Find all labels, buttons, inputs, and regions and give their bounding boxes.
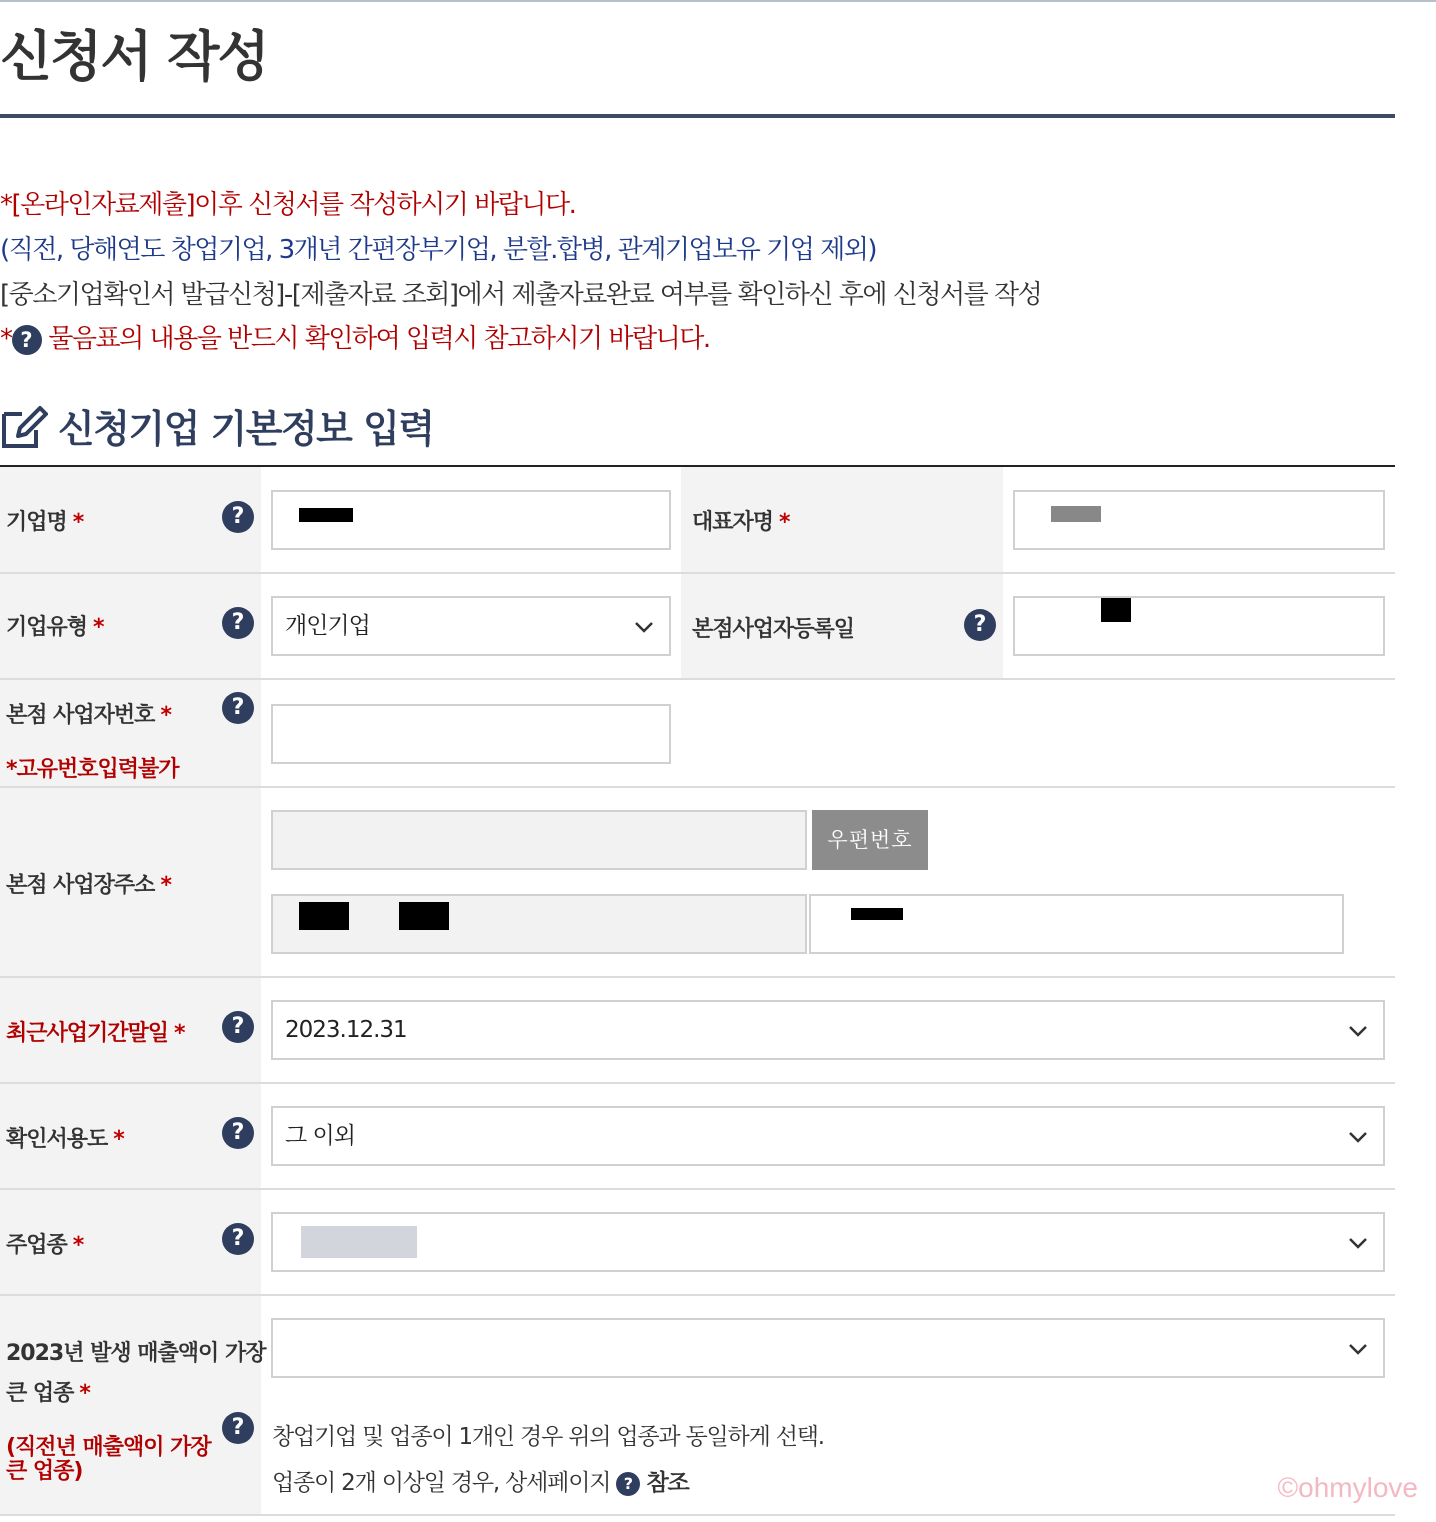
address-detail-input[interactable]: [809, 894, 1344, 954]
notice-line-1: *[온라인자료제출]이후 신청서를 작성하시기 바랍니다.: [0, 190, 576, 220]
help-icon[interactable]: ?: [222, 1117, 254, 1149]
redacted-text: [399, 902, 449, 930]
redacted-text: [299, 902, 349, 930]
help-icon[interactable]: ?: [964, 609, 996, 641]
purpose-label: 확인서용도 *: [6, 1127, 124, 1152]
recent-period-end-value: 2023.12.31: [285, 1017, 407, 1043]
section-title: 신청기업 기본정보 입력: [58, 407, 434, 451]
zip-code-button[interactable]: 우편번호: [812, 810, 928, 870]
help-icon[interactable]: ?: [222, 501, 254, 533]
main-industry-select[interactable]: [271, 1212, 1385, 1272]
recent-period-end-label: 최근사업기간말일 *: [6, 1021, 185, 1046]
hq-address-label: 본점 사업장주소 *: [6, 873, 171, 898]
hq-biz-number-label: 본점 사업자번호 *: [6, 703, 171, 728]
address-input[interactable]: [271, 894, 807, 954]
top-revenue-industry-note-line1: (직전년 매출액이 가장: [6, 1435, 211, 1460]
industry-hint-2-prefix: 업종이 2개 이상일 경우, 상세페이지: [272, 1470, 611, 1496]
form-row-hq-address: [0, 788, 1395, 978]
hq-biz-number-input[interactable]: [271, 704, 671, 764]
question-icon[interactable]: ?: [616, 1472, 640, 1496]
form-row-company-type: [0, 574, 1395, 680]
edit-icon: [0, 402, 48, 450]
notice-line-3: [중소기업확인서 발급신청]-[제출자료 조회]에서 제출자료완료 여부를 확인하신 후에 신청서를 작성: [0, 280, 1042, 310]
industry-hint-2-suffix: 참조: [646, 1470, 689, 1496]
main-industry-label: 주업종 *: [6, 1233, 84, 1258]
notice-line-4-text: 물음표의 내용을 반드시 확인하여 입력시 참고하시기 바랍니다.: [48, 324, 710, 354]
top-border: [0, 0, 1436, 2]
top-revenue-industry-label-line1: 2023년 발생 매출액이 가장: [6, 1341, 266, 1366]
form-row-recent-period-end: [0, 978, 1395, 1084]
question-icon: ?: [12, 325, 42, 355]
zip-code-input[interactable]: [271, 810, 807, 870]
ceo-name-label: 대표자명 *: [692, 510, 790, 535]
form-row-company-name: [0, 467, 1395, 574]
help-icon[interactable]: ?: [222, 1223, 254, 1255]
redacted-text: [1051, 506, 1101, 522]
page-title: 신청서 작성: [0, 25, 268, 88]
help-icon[interactable]: ?: [222, 607, 254, 639]
section-header: [0, 398, 434, 453]
watermark: ©ohmylove: [1277, 1472, 1418, 1503]
redacted-text: [1101, 596, 1131, 622]
company-type-value: 개인기업: [285, 613, 370, 639]
chevron-down-icon: [1347, 1338, 1369, 1360]
company-type-select[interactable]: [271, 596, 671, 656]
hq-reg-date-label: 본점사업자등록일: [692, 617, 855, 642]
hq-biz-number-note: *고유번호입력불가: [6, 757, 179, 782]
chevron-down-icon: [1347, 1020, 1369, 1042]
ceo-name-input[interactable]: [1013, 490, 1385, 550]
form-row-purpose: [0, 1084, 1395, 1190]
chevron-down-icon: [1347, 1232, 1369, 1254]
chevron-down-icon: [633, 616, 655, 638]
title-divider: [0, 114, 1395, 118]
industry-hint-2: [272, 1464, 689, 1497]
purpose-value: 그 이외: [285, 1123, 355, 1149]
notice-line-4: [0, 318, 710, 355]
top-revenue-industry-label-line2: 큰 업종 *: [6, 1381, 90, 1406]
recent-period-end-select[interactable]: [271, 1000, 1385, 1060]
company-type-label: 기업유형 *: [6, 615, 104, 640]
industry-hint-1: 창업기업 및 업종이 1개인 경우 위의 업종과 동일하게 선택.: [272, 1424, 824, 1450]
help-icon[interactable]: ?: [222, 1011, 254, 1043]
help-icon[interactable]: ?: [222, 1412, 254, 1444]
form-row-hq-biz-number: [0, 680, 1395, 788]
purpose-select[interactable]: [271, 1106, 1385, 1166]
notice-line-4-prefix: *: [0, 324, 12, 354]
top-revenue-industry-note-line2: 큰 업종): [6, 1459, 83, 1484]
top-revenue-industry-select[interactable]: [271, 1318, 1385, 1378]
hq-reg-date-input[interactable]: [1013, 596, 1385, 656]
help-icon[interactable]: ?: [222, 692, 254, 724]
company-name-input[interactable]: [271, 490, 671, 550]
notice-line-2: (직전, 당해연도 창업기업, 3개년 간편장부기업, 분할.합병, 관계기업보유 기업 제외): [0, 235, 876, 265]
chevron-down-icon: [1347, 1126, 1369, 1148]
redacted-text: [301, 1226, 417, 1258]
company-name-label: 기업명 *: [6, 510, 84, 535]
form-row-main-industry: [0, 1190, 1395, 1296]
redacted-text: [299, 508, 353, 522]
form-row-top-revenue-industry: [0, 1296, 1395, 1516]
redacted-text: [851, 908, 903, 920]
